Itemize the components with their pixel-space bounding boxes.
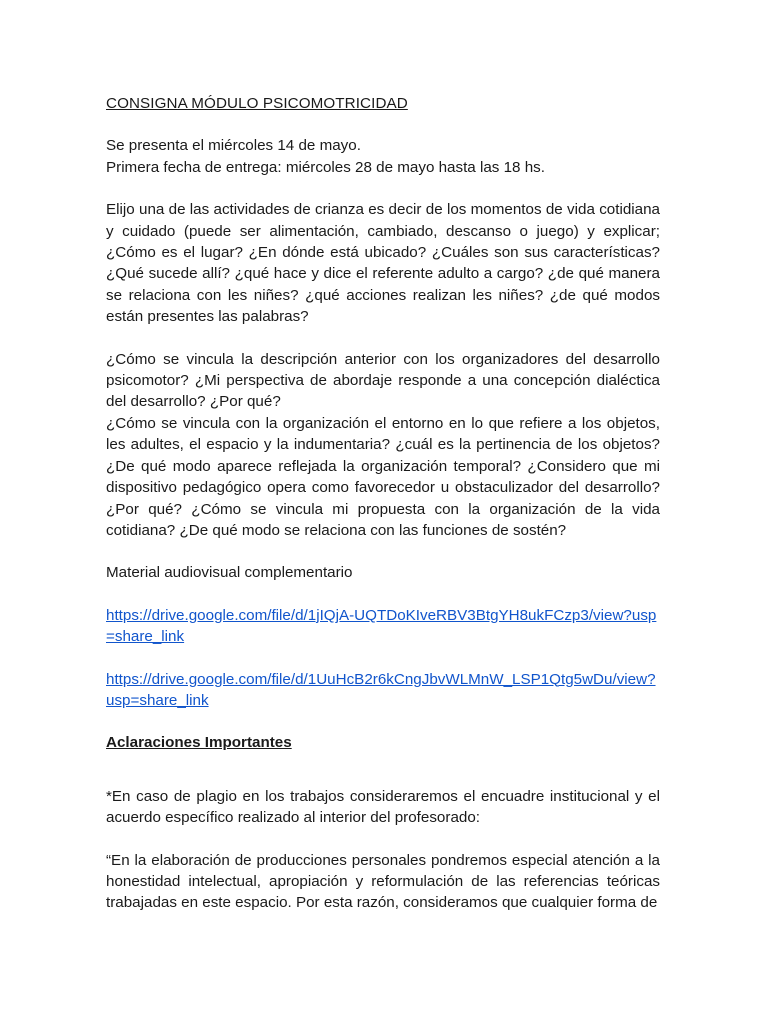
plagiarism-note: *En caso de plagio en los trabajos consideraremos el encuadre institucional y el acuerdo específico realizado al interior del profesorado: (106, 787, 660, 827)
dates-block (106, 135, 660, 178)
presentation-date: Se presenta el miércoles 14 de mayo. (106, 137, 361, 155)
material-heading: Material audiovisual complementario (106, 564, 353, 582)
drive-link-1[interactable]: https://drive.google.com/file/d/1jIQjA-UQTDoKIveRBV3BtgYH8ukFCzp3/view?usp=share_link (106, 606, 657, 646)
environment-paragraph: ¿Cómo se vincula con la organización el entorno en lo que refiere a los objetos, les adultes, el espacio y la indumentaria? ¿cuál es la pertinencia de los objetos? ¿De qué modo aparece reflejada la organización temporal? ¿Considero que mi dispositivo pedagógico opera como favorecedor u obstaculizador del desarrollo? ¿Por qué? ¿Cómo se vincula mi propuesta con la organización de la vida cotidiana? ¿De qué modo se relaciona con las funciones de sostén? (106, 414, 660, 539)
clarifications-heading: Aclaraciones Importantes (106, 734, 292, 752)
document-page (106, 93, 660, 935)
first-delivery-date: Primera fecha de entrega: miércoles 28 de mayo hasta las 18 hs. (106, 158, 545, 176)
development-paragraph: ¿Cómo se vincula la descripción anterior con los organizadores del desarrollo psicomotor? ¿Mi perspectiva de abordaje responde a una concepción dialéctica del desarrollo? ¿Por qué? (106, 350, 660, 411)
quote-paragraph: “En la elaboración de producciones personales pondremos especial atención a la honestidad intelectual, apropiación y reformulación de las referencias teóricas trabajadas en este espacio. Por esta razón, consideramos que cualquier forma de (106, 851, 660, 912)
drive-link-2[interactable]: https://drive.google.com/file/d/1UuHcB2r6kCngJbvWLMnW_LSP1Qtg5wDu/view?usp=share_link (106, 670, 656, 709)
activity-paragraph: Elijo una de las actividades de crianza es decir de los momentos de vida cotidiana y cuidado (puede ser alimentación, cambiado, descanso o juego) y explicar; ¿Cómo es el lugar? ¿En dónde está ubicado? ¿Cuáles son sus características? ¿Qué sucede allí? ¿qué hace y dice el referente adulto a cargo? ¿de qué manera se relaciona con les niñes? ¿qué acciones realizan les niñes? ¿de qué modos están presentes las palabras? (106, 201, 660, 326)
document-title: CONSIGNA MÓDULO PSICOMOTRICIDAD (106, 95, 408, 112)
